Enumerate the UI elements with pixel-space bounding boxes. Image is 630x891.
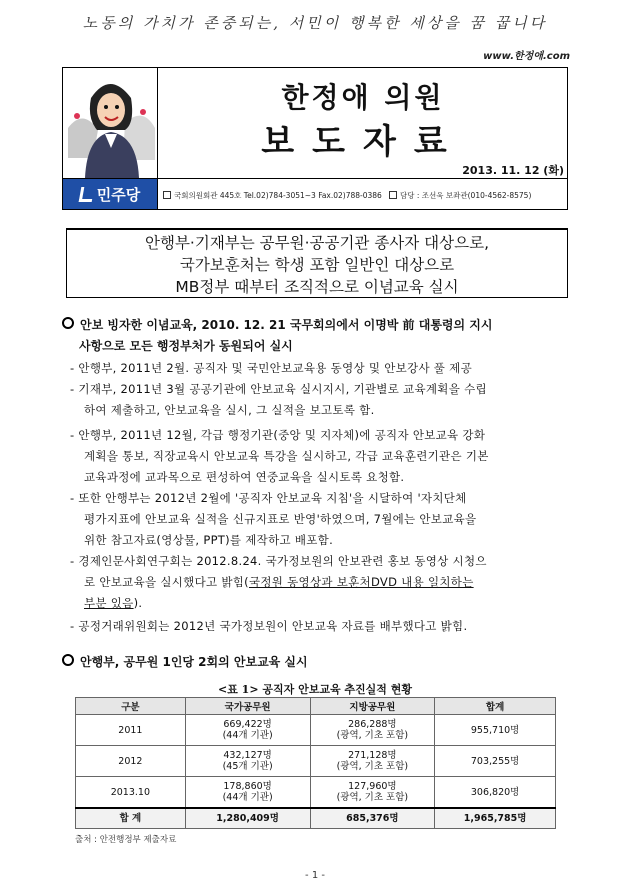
cell-note: (44개 기관) [222, 730, 273, 741]
checkbox-icon [389, 191, 397, 199]
column-header: 지방공무원 [310, 698, 435, 715]
list-item: - 안행부, 2011년 12월, 각급 행정기관(중앙 및 지자체)에 공직자 안보교육 강화 [70, 428, 486, 442]
cell-value: 271,128명 [348, 750, 397, 761]
list-item-cont [70, 593, 580, 614]
national-total: 1,280,409명 [185, 808, 310, 829]
contact-office: 국회의원회관 445호 Tel.02)784-3051~3 Fax.02)788-0386 [174, 191, 382, 200]
section-heading-text: 안행부, 공무원 1인당 2회의 안보교육 실시 [80, 655, 308, 669]
local-total: 685,376명 [310, 808, 435, 829]
column-header: 구분 [76, 698, 186, 715]
row-label: 2013.10 [76, 777, 186, 809]
national-cell [185, 746, 310, 777]
list-item: - 안행부, 2011년 2월. 공직자 및 국민안보교육용 동영상 및 안보강사 풀 제공 [70, 361, 472, 375]
table-row [76, 777, 556, 809]
circle-bullet-icon [62, 317, 74, 329]
checkbox-icon [163, 191, 171, 199]
list-item-cont: 위한 참고자료(영상물, PPT)를 제작하고 배포함. [84, 533, 334, 547]
national-cell [185, 715, 310, 746]
cell-note: (광역, 기초 포함) [336, 792, 409, 803]
underlined-text: 부분 있음 [84, 596, 134, 610]
local-cell [310, 746, 435, 777]
total-cell: 306,820명 [435, 777, 556, 809]
cell-value: 178,860명 [223, 781, 272, 792]
column-header: 합계 [435, 698, 556, 715]
cell-value: 432,127명 [223, 750, 272, 761]
list-item: - 경제인문사회연구회는 2012.8.24. 국가정보원의 안보관련 홍보 동영상 시청으 [70, 554, 487, 568]
table-header-row [76, 698, 556, 715]
cell-value: 127,960명 [348, 781, 397, 792]
press-subtitle: 보도자료 [261, 122, 465, 162]
row-label: 합 계 [76, 808, 186, 829]
total-cell: 955,710명 [435, 715, 556, 746]
local-cell [310, 777, 435, 809]
column-header: 국가공무원 [185, 698, 310, 715]
underlined-text: 국정원 동영상과 보훈처DVD 내용 일치하는 [248, 575, 474, 589]
list-item-cont: 계획을 통보, 직장교육시 안보교육 특강을 실시하고, 각급 교육훈련기관은 기본 [84, 449, 489, 463]
local-cell [310, 715, 435, 746]
list-item: - 또한 안행부는 2012년 2월에 '공직자 안보교육 지침'을 시달하여 '자치단체 [70, 491, 467, 505]
table-row [76, 715, 556, 746]
headline-line: 국가보훈처는 학생 포함 일반인 대상으로 [179, 256, 455, 274]
slogan: 노동의 가치가 존중되는, 서민이 행복한 세상을 꿈 꿉니다 [82, 14, 548, 32]
party-logo-text: 민주당 [96, 185, 141, 204]
cell-note: (44개 기관) [222, 792, 273, 803]
table-caption: <표 1> 공직자 안보교육 추진실적 현황 [218, 683, 412, 696]
release-date: 2013. 11. 12 (화) [462, 164, 564, 177]
headline-line: MB정부 때부터 조직적으로 이념교육 실시 [175, 278, 459, 296]
cell-note: (광역, 기초 포함) [336, 761, 409, 772]
cell-note: (45개 기관) [222, 761, 273, 772]
section-heading-text: 안보 빙자한 이념교육, 2010. 12. 21 국무회의에서 이명박 前 대통령의 지시 [80, 318, 493, 332]
table-total-row [76, 808, 556, 829]
list-item-cont: 교육과정에 교과목으로 편성하여 연중교육을 실시토록 요청함. [84, 470, 405, 484]
table-row [76, 746, 556, 777]
row-label: 2011 [76, 715, 186, 746]
cell-value: 286,288명 [348, 719, 397, 730]
cell-value: 669,422명 [223, 719, 272, 730]
press-title: 한정애 의원 [281, 81, 445, 114]
list-item: - 기재부, 2011년 3월 공공기관에 안보교육 실시지시, 기관별로 교육계획을 수립 [70, 382, 487, 396]
section-heading [62, 652, 308, 673]
party-logo [63, 179, 158, 209]
stats-table [75, 697, 556, 829]
total-cell: 703,255명 [435, 746, 556, 777]
table-source: 출처 : 안전행정부 제출자료 [75, 835, 177, 845]
contact-person: 담당 : 조선욱 보좌관(010-4562-8575) [399, 191, 532, 200]
national-cell [185, 777, 310, 809]
list-item-cont: 하여 제출하고, 안보교육을 실시, 그 실적을 보고토록 함. [84, 403, 375, 417]
row-label: 2012 [76, 746, 186, 777]
list-item-text: 로 안보교육을 실시했다고 밝힘( [84, 575, 249, 589]
page-number: - 1 - [305, 870, 325, 881]
party-mark-icon [78, 187, 94, 202]
lawmaker-portrait [63, 68, 158, 178]
section-heading [62, 315, 582, 357]
cell-note: (광역, 기초 포함) [336, 730, 409, 741]
section-heading-text: 사항으로 모든 행정부처가 동원되어 실시 [79, 339, 293, 353]
contact-info [163, 190, 531, 201]
circle-bullet-icon [62, 654, 74, 666]
list-item-text: ). [133, 596, 143, 610]
website-url: www.한정애.com [483, 51, 570, 62]
list-item: - 공정거래위원회는 2012년 국가정보원이 안보교육 자료를 배부했다고 밝힘. [70, 619, 468, 633]
grand-total: 1,965,785명 [435, 808, 556, 829]
list-item-cont: 평가지표에 안보교육 실적을 신규지표로 반영'하였으며, 7월에는 안보교육을 [84, 512, 477, 526]
headline-box [66, 228, 568, 298]
list-item-cont [70, 572, 580, 593]
portrait-illustration [63, 68, 157, 178]
bullet-list [70, 358, 580, 637]
headline-line: 안행부·기재부는 공무원·공공기관 종사자 대상으로, [145, 234, 489, 252]
